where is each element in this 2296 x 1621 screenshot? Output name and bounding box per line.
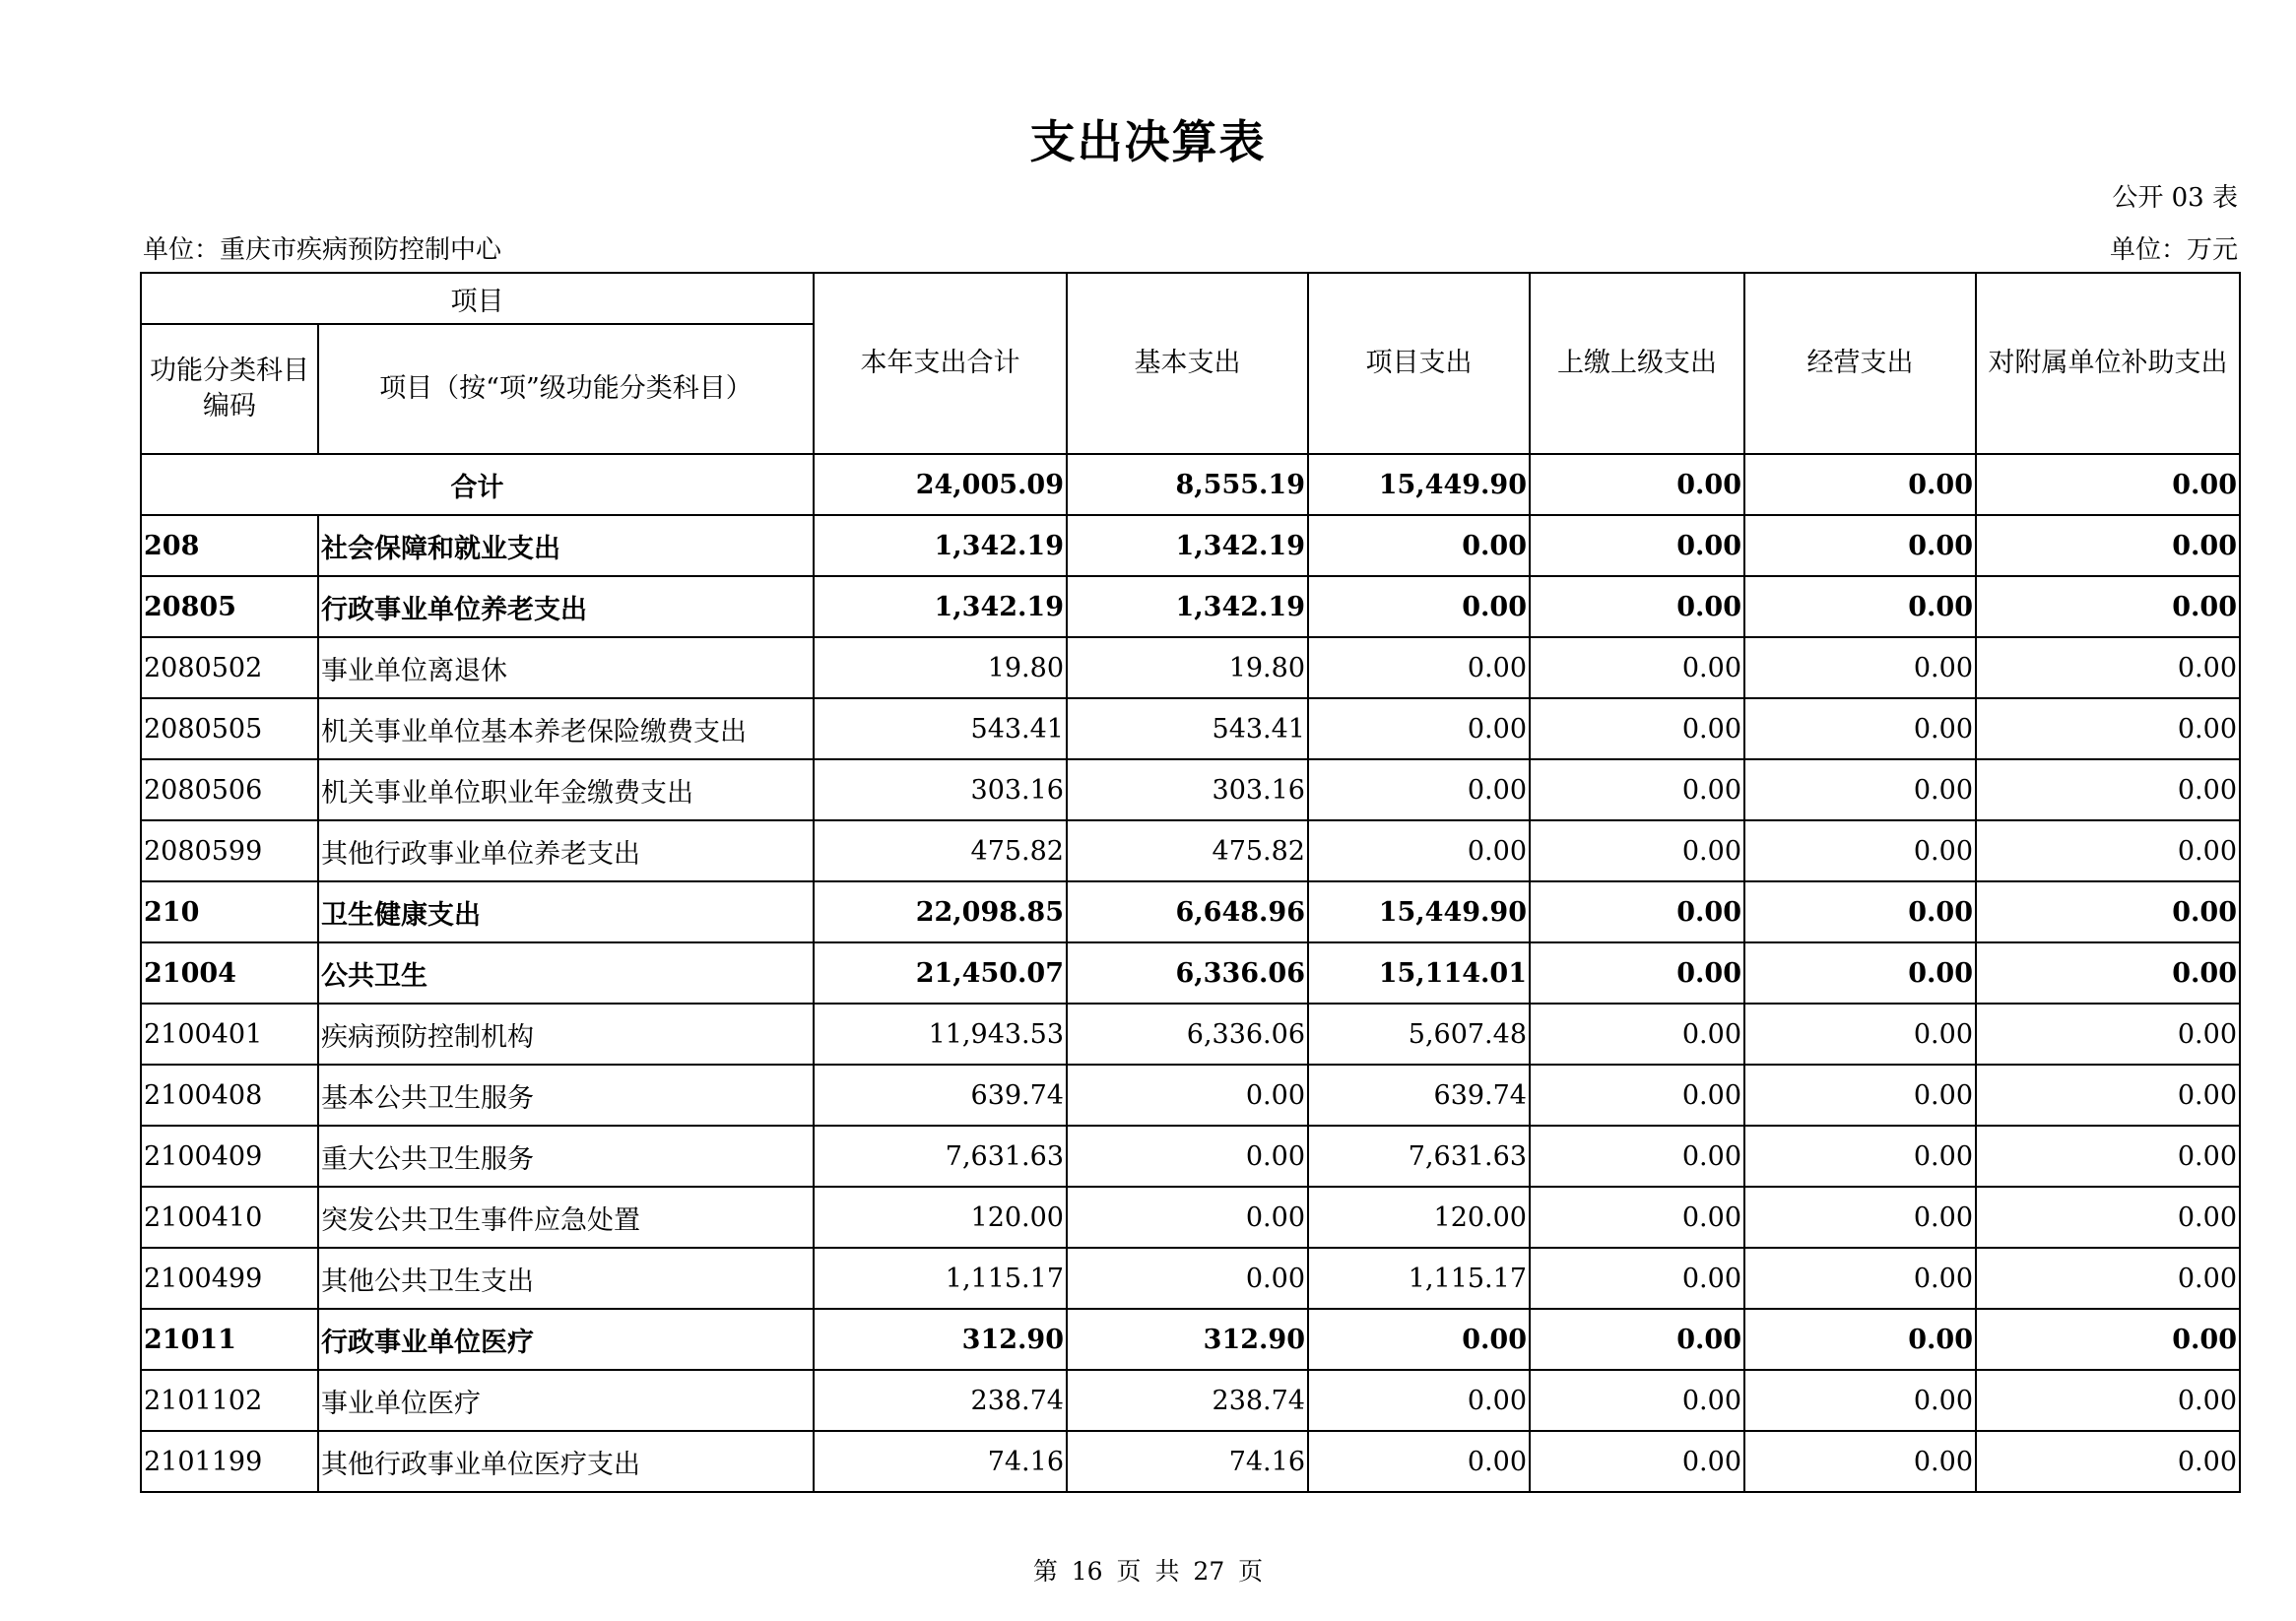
- business-cell: 0.00: [1744, 576, 1976, 637]
- total-cell: 543.41: [814, 698, 1067, 759]
- code-cell: 2101199: [141, 1431, 318, 1492]
- header-name: 项目（按“项”级功能分类科目）: [318, 324, 814, 454]
- total-label: 合计: [141, 454, 814, 515]
- project-cell: 15,114.01: [1308, 942, 1530, 1004]
- table-row: [141, 942, 2240, 1004]
- basic-cell: 543.41: [1067, 698, 1308, 759]
- total-row: [141, 454, 2240, 515]
- total-cell: 1,342.19: [814, 576, 1067, 637]
- code-cell: 2080599: [141, 820, 318, 881]
- business-cell: 0.00: [1744, 637, 1976, 698]
- total-cell: 475.82: [814, 820, 1067, 881]
- total-cell: 1,342.19: [814, 515, 1067, 576]
- business-cell: 0.00: [1744, 1309, 1976, 1370]
- upper-cell: 0.00: [1530, 1370, 1744, 1431]
- project-cell: 0.00: [1308, 820, 1530, 881]
- code-cell: 21011: [141, 1309, 318, 1370]
- upper-cell: 0.00: [1530, 1248, 1744, 1309]
- upper-cell: 0.00: [1530, 759, 1744, 820]
- name-cell: 机关事业单位职业年金缴费支出: [318, 759, 814, 820]
- total-cell: 22,098.85: [814, 881, 1067, 942]
- subsidy-cell: 0.00: [1976, 698, 2240, 759]
- name-cell: 事业单位医疗: [318, 1370, 814, 1431]
- total-cell-project: 15,449.90: [1308, 454, 1530, 515]
- upper-cell: 0.00: [1530, 881, 1744, 942]
- subsidy-cell: 0.00: [1976, 942, 2240, 1004]
- upper-cell: 0.00: [1530, 1126, 1744, 1187]
- code-cell: 2101102: [141, 1370, 318, 1431]
- basic-cell: 19.80: [1067, 637, 1308, 698]
- table-row: [141, 1431, 2240, 1492]
- basic-cell: 0.00: [1067, 1187, 1308, 1248]
- business-cell: 0.00: [1744, 881, 1976, 942]
- total-cell: 19.80: [814, 637, 1067, 698]
- upper-cell: 0.00: [1530, 942, 1744, 1004]
- table-row: [141, 1126, 2240, 1187]
- subsidy-cell: 0.00: [1976, 515, 2240, 576]
- code-cell: 2080505: [141, 698, 318, 759]
- total-cell: 11,943.53: [814, 1004, 1067, 1065]
- upper-cell: 0.00: [1530, 1004, 1744, 1065]
- total-cell: 21,450.07: [814, 942, 1067, 1004]
- name-cell: 重大公共卫生服务: [318, 1126, 814, 1187]
- project-cell: 15,449.90: [1308, 881, 1530, 942]
- basic-cell: 312.90: [1067, 1309, 1308, 1370]
- table-row: [141, 1309, 2240, 1370]
- currency-unit: 单位：万元: [2109, 235, 2238, 265]
- subsidy-cell: 0.00: [1976, 1248, 2240, 1309]
- name-cell: 疾病预防控制机构: [318, 1004, 814, 1065]
- name-cell: 社会保障和就业支出: [318, 515, 814, 576]
- basic-cell: 1,342.19: [1067, 576, 1308, 637]
- header-business: 经营支出: [1744, 273, 1976, 454]
- upper-cell: 0.00: [1530, 1065, 1744, 1126]
- business-cell: 0.00: [1744, 1431, 1976, 1492]
- name-cell: 基本公共卫生服务: [318, 1065, 814, 1126]
- project-cell: 0.00: [1308, 1431, 1530, 1492]
- table-row: [141, 1370, 2240, 1431]
- header-upper: 上缴上级支出: [1530, 273, 1744, 454]
- subsidy-cell: 0.00: [1976, 820, 2240, 881]
- subsidy-cell: 0.00: [1976, 1431, 2240, 1492]
- project-cell: 0.00: [1308, 698, 1530, 759]
- upper-cell: 0.00: [1530, 1431, 1744, 1492]
- name-cell: 行政事业单位医疗: [318, 1309, 814, 1370]
- business-cell: 0.00: [1744, 1126, 1976, 1187]
- business-cell: 0.00: [1744, 1248, 1976, 1309]
- subsidy-cell: 0.00: [1976, 576, 2240, 637]
- name-cell: 行政事业单位养老支出: [318, 576, 814, 637]
- code-cell: 2080502: [141, 637, 318, 698]
- table-row: [141, 1248, 2240, 1309]
- project-cell: 0.00: [1308, 637, 1530, 698]
- total-cell: 639.74: [814, 1065, 1067, 1126]
- code-cell: 210: [141, 881, 318, 942]
- project-cell: 0.00: [1308, 515, 1530, 576]
- business-cell: 0.00: [1744, 1065, 1976, 1126]
- subsidy-cell: 0.00: [1976, 1065, 2240, 1126]
- upper-cell: 0.00: [1530, 576, 1744, 637]
- business-cell: 0.00: [1744, 942, 1976, 1004]
- table-row: [141, 881, 2240, 942]
- subsidy-cell: 0.00: [1976, 881, 2240, 942]
- table-row: [141, 1004, 2240, 1065]
- page-title: 支出决算表: [1029, 115, 1267, 168]
- total-cell: 303.16: [814, 759, 1067, 820]
- project-cell: 7,631.63: [1308, 1126, 1530, 1187]
- code-cell: 2100499: [141, 1248, 318, 1309]
- basic-cell: 1,342.19: [1067, 515, 1308, 576]
- code-cell: 20805: [141, 576, 318, 637]
- code-cell: 21004: [141, 942, 318, 1004]
- subsidy-cell: 0.00: [1976, 759, 2240, 820]
- expenditure-table: [140, 272, 2241, 1493]
- total-cell-business: 0.00: [1744, 454, 1976, 515]
- upper-cell: 0.00: [1530, 1187, 1744, 1248]
- basic-cell: 0.00: [1067, 1065, 1308, 1126]
- basic-cell: 74.16: [1067, 1431, 1308, 1492]
- total-cell: 238.74: [814, 1370, 1067, 1431]
- name-cell: 其他行政事业单位医疗支出: [318, 1431, 814, 1492]
- business-cell: 0.00: [1744, 698, 1976, 759]
- upper-cell: 0.00: [1530, 820, 1744, 881]
- code-cell: 208: [141, 515, 318, 576]
- subsidy-cell: 0.00: [1976, 1126, 2240, 1187]
- header-subsidy: 对附属单位补助支出: [1976, 273, 2240, 454]
- business-cell: 0.00: [1744, 1004, 1976, 1065]
- table-row: [141, 1065, 2240, 1126]
- upper-cell: 0.00: [1530, 637, 1744, 698]
- basic-cell: 6,336.06: [1067, 942, 1308, 1004]
- table-row: [141, 759, 2240, 820]
- table-row: [141, 820, 2240, 881]
- total-cell-subsidy: 0.00: [1976, 454, 2240, 515]
- project-cell: 120.00: [1308, 1187, 1530, 1248]
- table-row: [141, 637, 2240, 698]
- name-cell: 公共卫生: [318, 942, 814, 1004]
- code-cell: 2100409: [141, 1126, 318, 1187]
- header-project: 项目支出: [1308, 273, 1530, 454]
- business-cell: 0.00: [1744, 759, 1976, 820]
- total-cell: 74.16: [814, 1431, 1067, 1492]
- basic-cell: 238.74: [1067, 1370, 1308, 1431]
- total-cell-total: 24,005.09: [814, 454, 1067, 515]
- name-cell: 卫生健康支出: [318, 881, 814, 942]
- header-basic: 基本支出: [1067, 273, 1308, 454]
- upper-cell: 0.00: [1530, 1309, 1744, 1370]
- basic-cell: 6,336.06: [1067, 1004, 1308, 1065]
- header-total: 本年支出合计: [814, 273, 1067, 454]
- total-cell: 7,631.63: [814, 1126, 1067, 1187]
- organization-unit: 单位：重庆市疾病预防控制中心: [143, 235, 502, 265]
- project-cell: 0.00: [1308, 759, 1530, 820]
- code-cell: 2080506: [141, 759, 318, 820]
- subsidy-cell: 0.00: [1976, 637, 2240, 698]
- basic-cell: 0.00: [1067, 1248, 1308, 1309]
- total-cell: 120.00: [814, 1187, 1067, 1248]
- basic-cell: 303.16: [1067, 759, 1308, 820]
- code-cell: 2100410: [141, 1187, 318, 1248]
- table-row: [141, 515, 2240, 576]
- project-cell: 0.00: [1308, 1370, 1530, 1431]
- upper-cell: 0.00: [1530, 515, 1744, 576]
- subsidy-cell: 0.00: [1976, 1187, 2240, 1248]
- project-cell: 0.00: [1308, 576, 1530, 637]
- basic-cell: 475.82: [1067, 820, 1308, 881]
- project-cell: 1,115.17: [1308, 1248, 1530, 1309]
- form-number: 公开 03 表: [2112, 183, 2238, 213]
- header-item: 项目: [141, 273, 814, 324]
- table-row: [141, 698, 2240, 759]
- total-cell-upper: 0.00: [1530, 454, 1744, 515]
- business-cell: 0.00: [1744, 1370, 1976, 1431]
- business-cell: 0.00: [1744, 515, 1976, 576]
- name-cell: 机关事业单位基本养老保险缴费支出: [318, 698, 814, 759]
- business-cell: 0.00: [1744, 1187, 1976, 1248]
- total-cell-basic: 8,555.19: [1067, 454, 1308, 515]
- name-cell: 其他行政事业单位养老支出: [318, 820, 814, 881]
- project-cell: 639.74: [1308, 1065, 1530, 1126]
- subsidy-cell: 0.00: [1976, 1370, 2240, 1431]
- name-cell: 突发公共卫生事件应急处置: [318, 1187, 814, 1248]
- code-cell: 2100408: [141, 1065, 318, 1126]
- subsidy-cell: 0.00: [1976, 1004, 2240, 1065]
- table-row: [141, 576, 2240, 637]
- project-cell: 5,607.48: [1308, 1004, 1530, 1065]
- subsidy-cell: 0.00: [1976, 1309, 2240, 1370]
- basic-cell: 6,648.96: [1067, 881, 1308, 942]
- code-cell: 2100401: [141, 1004, 318, 1065]
- project-cell: 0.00: [1308, 1309, 1530, 1370]
- total-cell: 1,115.17: [814, 1248, 1067, 1309]
- basic-cell: 0.00: [1067, 1126, 1308, 1187]
- upper-cell: 0.00: [1530, 698, 1744, 759]
- page-footer: 第 16 页 共 27 页: [1032, 1557, 1264, 1586]
- header-code: 功能分类科目编码: [141, 324, 318, 454]
- name-cell: 其他公共卫生支出: [318, 1248, 814, 1309]
- name-cell: 事业单位离退休: [318, 637, 814, 698]
- table-row: [141, 1187, 2240, 1248]
- total-cell: 312.90: [814, 1309, 1067, 1370]
- business-cell: 0.00: [1744, 820, 1976, 881]
